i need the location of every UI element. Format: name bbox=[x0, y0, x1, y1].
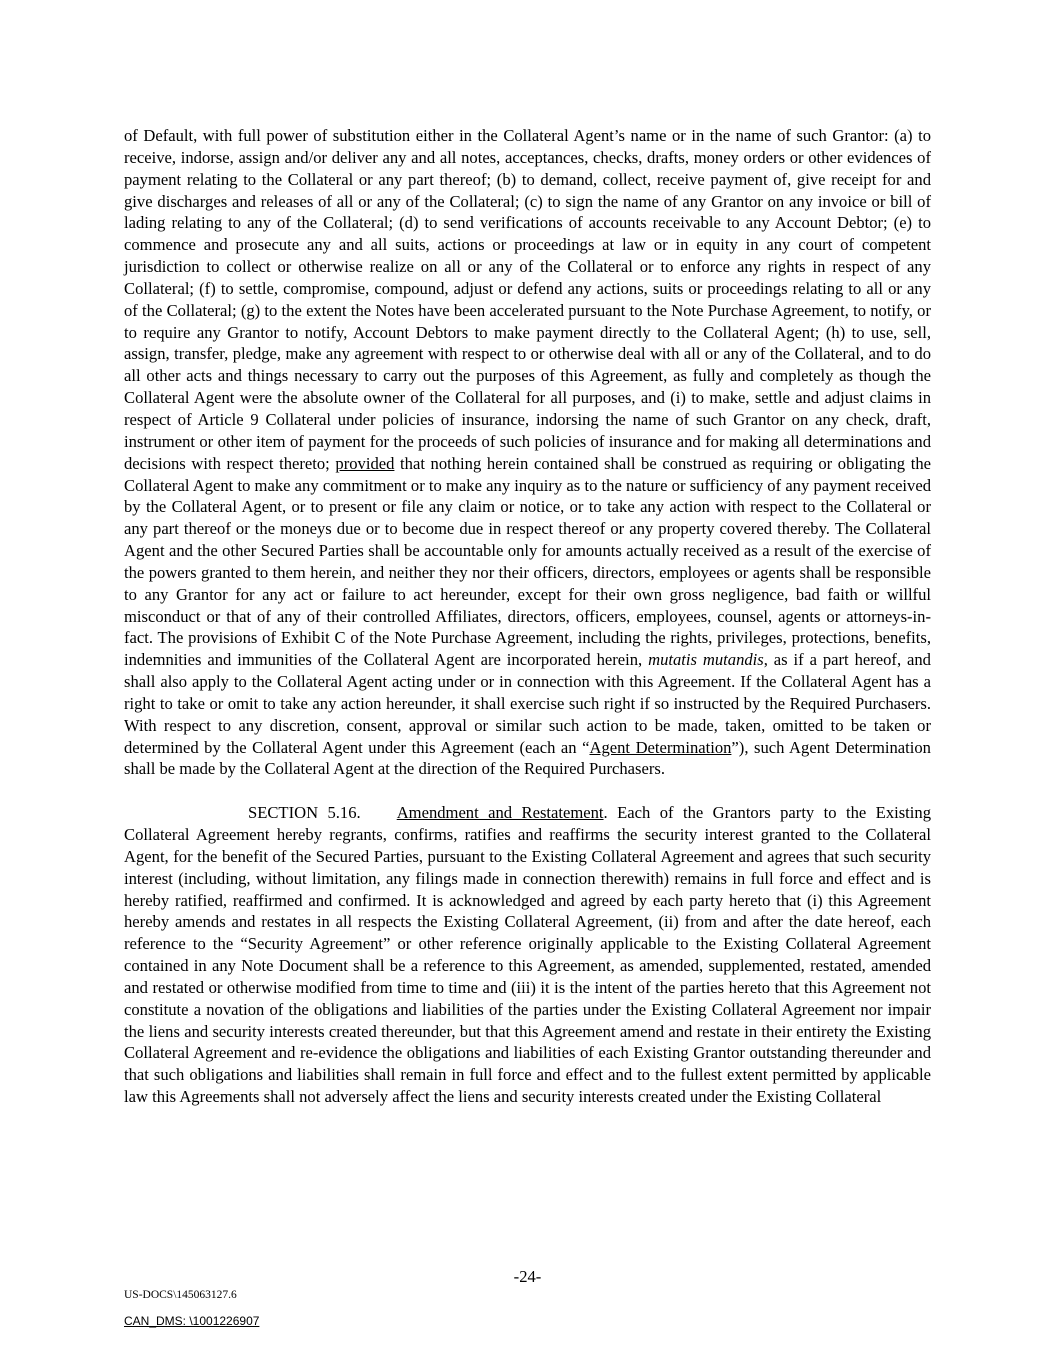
mutatis-mutandis-term: mutatis mutandis bbox=[648, 650, 764, 670]
paragraph-power-of-attorney bbox=[124, 125, 931, 780]
dms-id: CAN_DMS: \1001226907 bbox=[124, 1314, 260, 1328]
page-number: -24- bbox=[513, 1267, 542, 1286]
agent-determination-term: Agent Determination bbox=[589, 737, 732, 757]
document-page bbox=[124, 125, 931, 1108]
paragraph-text: , as if a part hereof, and shall also apply to the Collateral Agent acting under or in connection with this Agreement. If the Collateral Agent has a right to take or omit to take any action hereunder, it shall exercise such right if so instructed by the Required Purchasers. With respect to any discretion, consent, approval or similar such action to be made, taken, omitted to be taken or determined by the Collateral Agent under this Agreement (each an “ bbox=[124, 650, 931, 757]
section-5-16-paragraph bbox=[124, 802, 931, 1108]
provided-term: provided bbox=[335, 453, 395, 473]
paragraph-text: of Default, with full power of substitution either in the Collateral Agent’s name or in the name of such Grantor: (a) to receive, indorse, assign and/or deliver any and all notes, acceptances, checks, drafts, money orders or other evidences of payment relating to the Collateral or any part thereof; (b) to demand, collect, receive payment of, give receipt for and give discharges and releases of all or any of the Collateral; (c) to sign the name of any Grantor on any invoice or bill of lading relating to any of the Collateral; (d) to send verifications of accounts receivable to any Account Debtor; (e) to commence and prosecute any and all suits, actions or proceedings at law or in equity in any court of competent jurisdiction to collect or otherwise realize on all or any of the Collateral or to enforce any rights in respect of any Collateral; (f) to settle, compromise, compound, adjust or defend any actions, suits or proceedings relating to all or any of the Collateral; (g) to the extent the Notes have been accelerated pursuant to the Note Purchase Agreement, to notify, or to require any Grantor to notify, Account Debtors to make payment directly to the Collateral Agent; (h) to use, sell, assign, transfer, pledge, make any agreement with respect to or otherwise deal with all or any of the Collateral, and to do all other acts and things necessary to carry out the purposes of this Agreement, as fully and completely as though the Collateral Agent were the absolute owner of the Collateral for all purposes, and (i) to make, settle and adjust claims in respect of Article 9 Collateral under policies of insurance, indorsing the name of such Grantor on any check, draft, instrument or other item of payment for the proceeds of such policies of insurance and for making all determinations and decisions with respect thereto; bbox=[124, 126, 931, 473]
paragraph-text: that nothing herein contained shall be construed as requiring or obligating the Collateral Agent to make any commitment or to make any inquiry as to the nature or sufficiency of any payment received by the Collateral Agent, or to present or file any claim or notice, or to take any action with respect to the Collateral or any part thereof or the moneys due or to become due in respect thereof or any property covered thereby. The Collateral Agent and the other Secured Parties shall be accountable only for amounts actually received as a result of the exercise of the powers granted to them herein, and neither they nor their officers, directors, employees or agents shall be responsible to any Grantor for any act or failure to act hereunder, except for their own gross negligence, bad faith or willful misconduct or that of any of their controlled Affiliates, directors, officers, employees, counsel, agents or attorneys-in-fact. The provisions of Exhibit C of the Note Purchase Agreement, including the rights, privileges, protections, benefits, indemnities and immunities of the Collateral Agent are incorporated herein, bbox=[124, 453, 931, 670]
section-number: SECTION 5.16. bbox=[248, 803, 361, 823]
paragraph-text: ”), such Agent Determination shall be made by the Collateral Agent at the direction of the Required Purchasers. bbox=[124, 737, 931, 779]
paragraph-text: . Each of the Grantors party to the Existing Collateral Agreement hereby regrants, confirms, ratifies and reaffirms the security interest granted to the Collateral Agent, for the benefit of the Secured Parties, pursuant to the Existing Collateral Agreement and agrees that such security interest (including, without limitation, any filings made in connection therewith) remains in full force and effect and is hereby ratified, reaffirmed and confirmed. It is acknowledged and agreed by each party hereto that (i) this Agreement hereby amends and restates in all respects the Existing Collateral Agreement, (ii) from and after the date hereof, each reference to the “Security Agreement” or other reference originally applicable to the Existing Collateral Agreement contained in any Note Document shall be a reference to this Agreement, as amended, supplemented, restated, amended and restated or otherwise modified from time to time and (iii) it is the intent of the parties hereto that this Agreement not constitute a novation of the obligations and liabilities of the parties under the Existing Collateral Agreement nor impair the liens and security interests created thereunder, but that this Agreement amend and restate in their entirety the Existing Collateral Agreement and re-evidence the obligations and liabilities of each Existing Grantor outstanding thereunder and that such obligations and liabilities shall remain in full force and effect and to the fullest extent permitted by applicable law this Agreements shall not adversely affect the liens and security interests created under the Existing Collateral bbox=[124, 803, 931, 1107]
document-id: US-DOCS\145063127.6 bbox=[124, 1289, 237, 1301]
section-title: Amendment and Restatement bbox=[396, 803, 604, 823]
